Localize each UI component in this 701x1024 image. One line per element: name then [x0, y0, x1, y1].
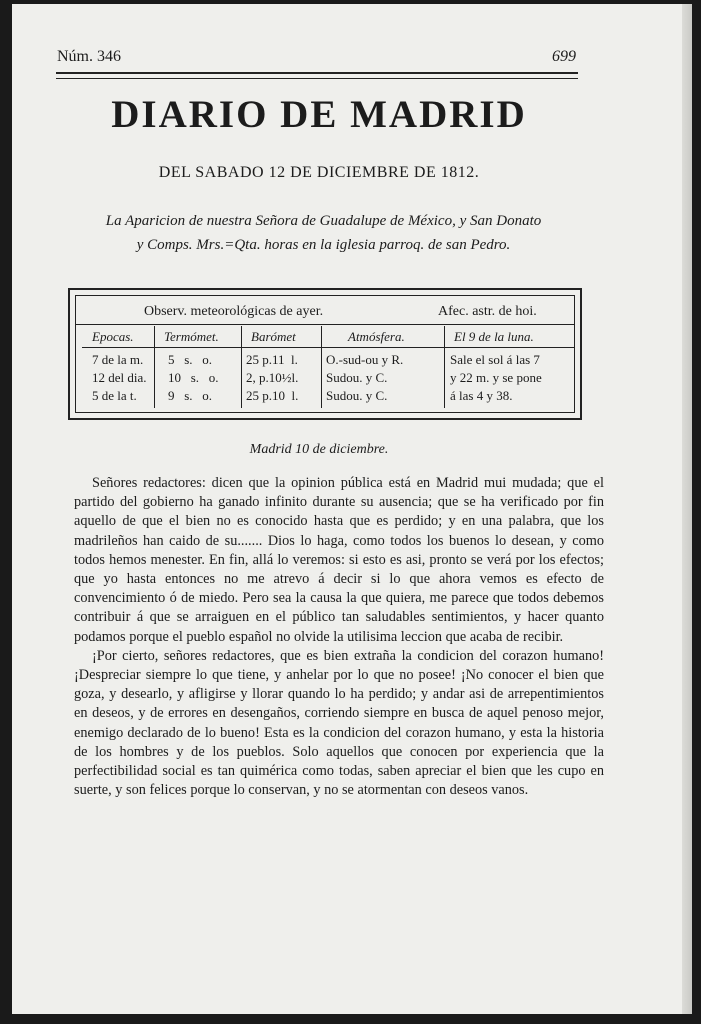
issue-date: DEL SABADO 12 DE DICIEMBRE DE 1812. — [158, 164, 480, 181]
issue-number: Núm. 346 — [57, 48, 121, 65]
termomet-row: 5 s. o. — [168, 352, 213, 367]
col-header-luna: El 9 de la luna. — [454, 329, 534, 344]
termomet-row: 10 s. o. — [168, 370, 219, 385]
epoca-row: 7 de la m. — [92, 352, 144, 367]
luna-row: Sale el sol á las 7 — [450, 352, 540, 367]
epoca-row: 12 del dia. — [92, 370, 147, 385]
letter-body — [74, 474, 604, 800]
col-header-atmosfera: Atmósfera. — [348, 329, 405, 344]
baromet-row: 2, p.10½l. — [246, 370, 299, 385]
header-rule-top — [56, 72, 578, 74]
page-edge — [682, 4, 692, 1014]
article-dateline: Madrid 10 de diciembre. — [249, 442, 389, 457]
saints-of-the-day — [46, 209, 601, 257]
luna-row: á las 4 y 38. — [450, 388, 513, 403]
saints-line-2: y Comps. Mrs.=Qta. horas en la iglesia parroq. de san Pedro. — [136, 237, 511, 253]
col-sep-1 — [154, 326, 155, 408]
col-header-termomet: Termómet. — [164, 329, 219, 344]
col-header-baromet: Barómet — [251, 329, 296, 344]
col-sep-3 — [321, 326, 322, 408]
baromet-row: 25 p.11 l. — [246, 352, 298, 367]
page-number: 699 — [552, 48, 576, 65]
epocas-column — [92, 351, 147, 405]
termomet-row: 9 s. o. — [168, 388, 213, 403]
col-sep-4 — [444, 326, 445, 408]
col-header-epocas: Epocas. — [92, 329, 134, 344]
astro-title: Afec. astr. de hoi. — [438, 304, 537, 319]
baromet-row: 25 p.10 l. — [246, 388, 299, 403]
weather-divider-1 — [76, 324, 574, 325]
paragraph-2: ¡Por cierto, señores redactores, que es bien extraña la condicion del corazon humano! ¡Despreciar siempre lo que tiene, y anhelar por lo que no posee! ¡No conocer el bien que goza, y desearlo, y afligirse y llorar quando lo ha perdido; y andar asi de arrepentimientos en deseos, y de errores en desengaños, corriendo siempre en busca de aquel penoso mejor, enemigo declarado de lo bueno! Esta es la condicion del corazon humano, y esta la historia de los hombres y de los pueblos. Solo aquellos que conocen por experiencia que la perfectibilidad social es tan quimérica como todas, saben apreciar el bien que les cupo en suerte, y son felices porque lo conservan, y no se atormentan con deseos vanos. — [74, 647, 604, 799]
col-sep-2 — [241, 326, 242, 408]
header-rule-bottom — [56, 78, 578, 79]
atmosfera-row: O.-sud-ou y R. — [326, 352, 404, 367]
baromet-column — [246, 351, 298, 405]
masthead-title: DIARIO DE MADRID — [111, 93, 527, 136]
weather-title: Observ. meteorológicas de ayer. — [144, 304, 324, 319]
paragraph-1: Señores redactores: dicen que la opinion pública está en Madrid mui mudada; que el partido del gobierno ha ganado infinito durante su ausencia; que se ha verificado por fin aquello de que el bien no es conocido hasta que es perdido; y en una palabra, que los madrileños han caido de su....... Dios lo haga, como todos los buenos lo desean, y como todos hemos menester. En fin, allá lo veremos: si esto es asi, pronto se verá por los efectos; que yo hasta entonces no me atrevo á decir si lo que ahora vemos es efecto de convencimiento ó de miedo. Pero sea la causa la que quiera, me parece que todos debemos contribuir á que se arraiguen en el público tan saludables sentimientos, y hacer quanto podamos porque el pueblo español no olvide la utilisima leccion que acaba de recibir. — [74, 475, 604, 645]
weather-table — [68, 288, 582, 420]
luna-row: y 22 m. y se pone — [450, 370, 542, 385]
atmosfera-row: Sudou. y C. — [326, 388, 388, 403]
epoca-row: 5 de la t. — [92, 388, 137, 403]
weather-divider-2 — [82, 347, 574, 348]
atmosfera-column — [326, 351, 403, 405]
atmosfera-row: Sudou. y C. — [326, 370, 388, 385]
luna-column — [450, 351, 542, 405]
weather-table-inner-border — [75, 295, 575, 413]
newspaper-page — [12, 4, 692, 1014]
saints-line-1: La Aparicion de nuestra Señora de Guadalupe de México, y San Donato — [105, 213, 542, 229]
termomet-column — [168, 351, 219, 405]
